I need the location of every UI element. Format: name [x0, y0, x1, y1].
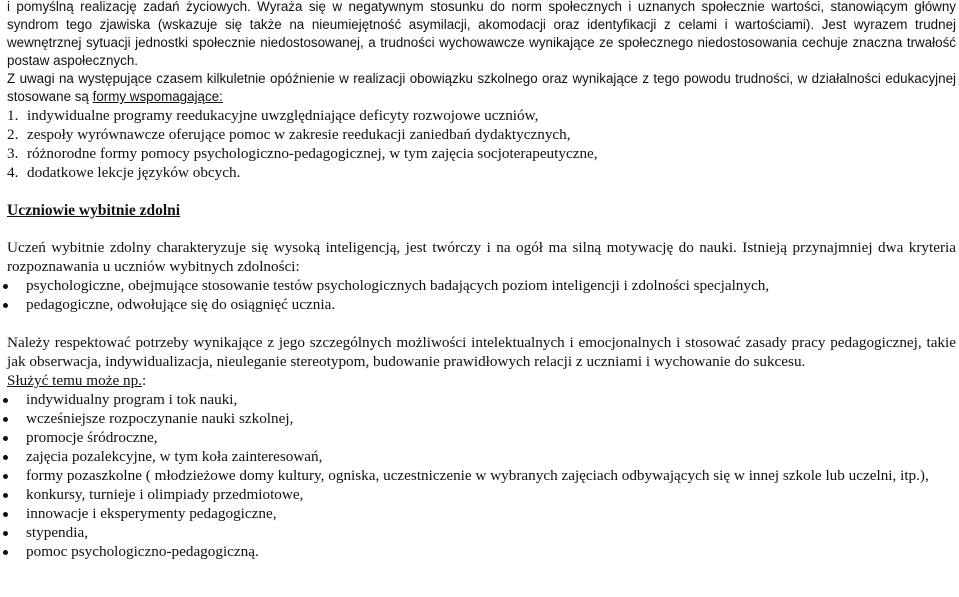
bullet-icon — [3, 474, 8, 479]
list-item — [7, 466, 956, 485]
bullet-icon — [3, 455, 8, 460]
list-text: pedagogiczne, odwołujące się do osiągnięć ucznia. — [26, 296, 336, 313]
bullet-icon — [3, 417, 8, 422]
bullet-icon — [3, 531, 8, 536]
list-number: 3. — [7, 145, 19, 162]
list-item — [7, 125, 956, 144]
list-text: konkursy, turnieje i olimpiady przedmiotowe, — [26, 486, 304, 503]
paragraph-maladjustment — [7, 0, 956, 70]
criteria-list — [7, 276, 956, 314]
examples-label: Służyć temu może np. — [7, 372, 142, 389]
list-text: psychologiczne, obejmujące stosowanie testów psychologicznych badających poziom inteligencji i zdolności specjalnych, — [26, 277, 770, 294]
list-item — [7, 163, 956, 182]
list-text: promocje śródroczne, — [26, 429, 158, 446]
list-text: zespoły wyrównawcze oferujące pomoc w zakresie reedukacji zaniedbań dydaktycznych, — [27, 126, 571, 143]
list-text: wcześniejsze rozpoczynanie nauki szkolnej, — [26, 410, 294, 427]
list-text: pomoc psychologiczno-pedagogiczną. — [26, 543, 259, 560]
paragraph-support-forms — [7, 70, 956, 106]
section-heading: Uczniowie wybitnie zdolni — [7, 202, 181, 219]
support-forms-list — [7, 106, 956, 182]
list-number: 1. — [7, 107, 19, 124]
list-item — [7, 485, 956, 504]
examples-label-colon: : — [141, 372, 147, 389]
support-forms-label: formy wspomagające: — [92, 89, 223, 104]
list-number: 2. — [7, 126, 19, 143]
list-item — [7, 390, 956, 409]
paragraph-examples-label — [7, 371, 956, 390]
list-item — [7, 409, 956, 428]
bullet-icon — [3, 436, 8, 441]
list-item — [7, 144, 956, 163]
bullet-icon — [3, 303, 8, 308]
list-item — [7, 447, 956, 466]
list-text: indywidualne programy reedukacyjne uwzględniające deficyty rozwojowe uczniów, — [27, 107, 539, 124]
paragraph-body: Wyraża się w negatywnym stosunku do norm społecznych i uznanych społecznie wartości, stanowiącym główny syndrom tego zjawiska (wskazuje się także na nieumiejętność asymilacji, akomodacji oraz identyfikacji z celami i wartościami). Jest wyrazem trudnej wewnętrznej sytuacji jednostki społecznie niedostosowanej, a trudności wychowawcze wynikające ze społecznego niedostosowania cechuje znaczna trwałość postaw aspołecznych. — [7, 0, 956, 68]
list-item — [7, 542, 956, 561]
bullet-icon — [3, 493, 8, 498]
list-text: stypendia, — [26, 524, 89, 541]
list-item — [7, 428, 956, 447]
list-text: innowacje i eksperymenty pedagogiczne, — [26, 505, 277, 522]
list-text: formy pozaszkolne ( młodzieżowe domy kultury, ogniska, uczestniczenie w wybranych zajęciach odbywających się w innej szkole lub uczelni, itp.), — [26, 467, 929, 484]
list-number: 4. — [7, 164, 19, 181]
paragraph-continuation: i pomyślną realizację zadań życiowych. — [7, 0, 251, 14]
bullet-icon — [3, 398, 8, 403]
list-item — [7, 295, 956, 314]
list-item — [7, 523, 956, 542]
paragraph-needs: Należy respektować potrzeby wynikające z jego szczególnych możliwości intelektualnych i emocjonalnych i stosować zasady pracy pedagogicznej, takie jak obserwacja, indywidualizacja, nieuleganie stereotypom, budowanie prawidłowych relacji z uczniami i wychowanie do sukcesu. — [7, 334, 956, 370]
list-text: dodatkowe lekcje języków obcych. — [27, 164, 241, 181]
bullet-icon — [3, 550, 8, 555]
document-page — [7, 0, 956, 561]
paragraph-gifted-intro: Uczeń wybitnie zdolny charakteryzuje się wysoką inteligencją, jest twórczy i na ogół ma silną motywację do nauki. Istnieją przynajmniej dwa kryteria rozpoznawania u uczniów wybitnych zdolności: — [7, 239, 956, 275]
examples-list — [7, 390, 956, 561]
list-item — [7, 504, 956, 523]
list-text: różnorodne formy pomocy psychologiczno-pedagogicznej, w tym zajęcia socjoterapeutyczne, — [27, 145, 598, 162]
list-item — [7, 106, 956, 125]
list-item — [7, 276, 956, 295]
list-text: indywidualny program i tok nauki, — [26, 391, 238, 408]
bullet-icon — [3, 284, 8, 289]
list-text: zajęcia pozalekcyjne, w tym koła zainteresowań, — [26, 448, 323, 465]
bullet-icon — [3, 512, 8, 517]
paragraph-body: Z uwagi na występujące czasem kilkuletnie opóźnienie w realizacji obowiązku szkolnego oraz wynikające z tego powodu trudności, w działalności edukacyjnej stosowane są — [7, 71, 956, 104]
